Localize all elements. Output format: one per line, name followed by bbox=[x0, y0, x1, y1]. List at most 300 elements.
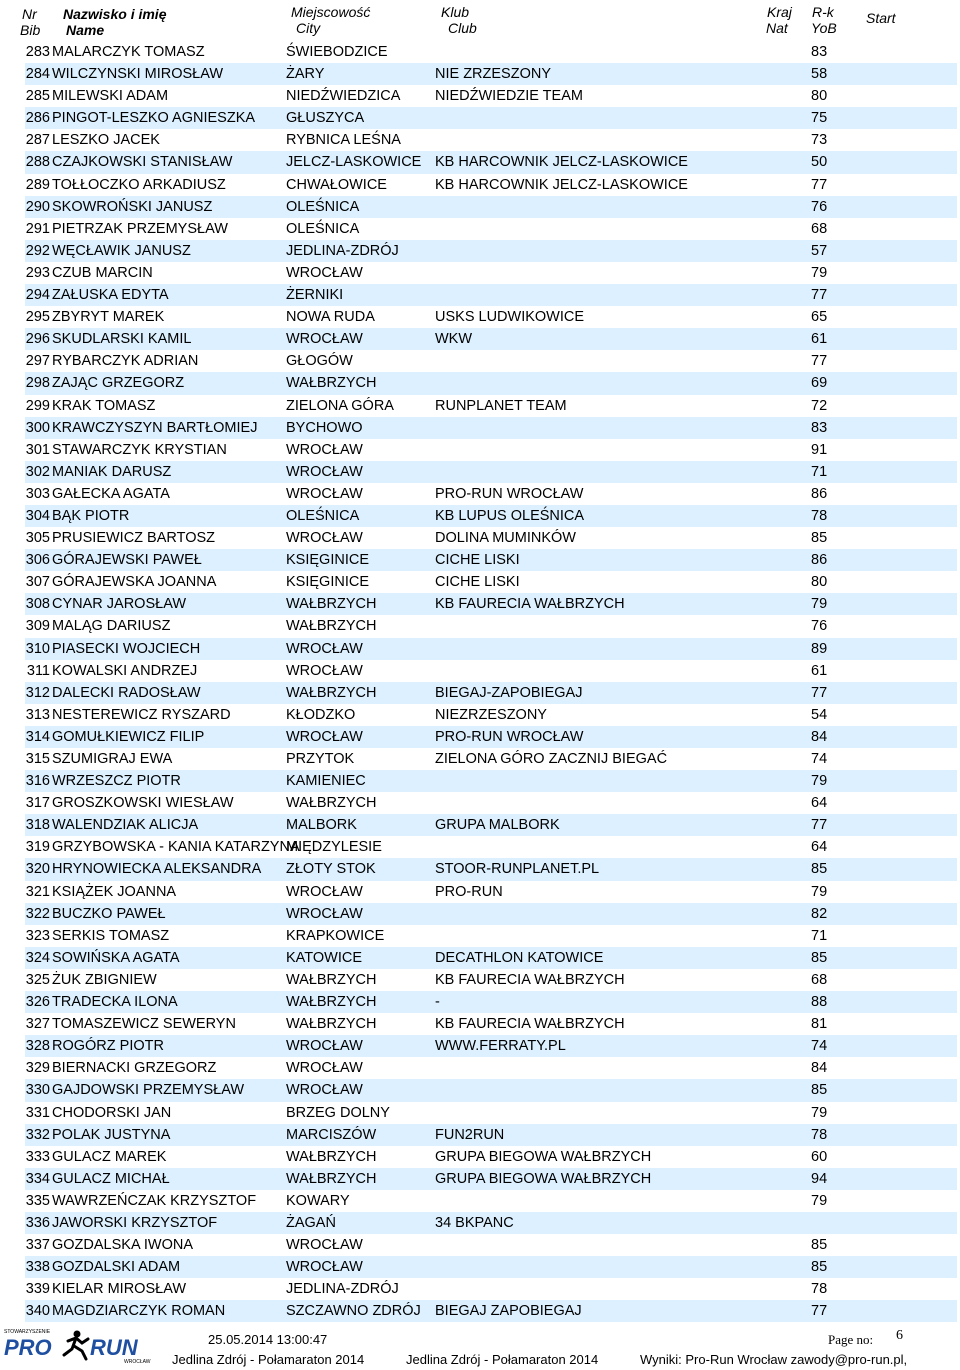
cell-name: SOWIŃSKA AGATA bbox=[52, 949, 180, 966]
cell-city: WROCŁAW bbox=[286, 1038, 363, 1055]
cell-city: ŻARY bbox=[286, 66, 325, 83]
header-yob-en: YoB bbox=[811, 20, 837, 36]
cell-city: KSIĘGINICE bbox=[286, 574, 369, 591]
cell-bib: 285 bbox=[25, 88, 50, 105]
cell-bib: 292 bbox=[25, 242, 50, 259]
table-row bbox=[25, 858, 957, 880]
cell-name: SKUDLARSKI KAMIL bbox=[52, 331, 192, 348]
cell-city: KAMIENIEC bbox=[286, 773, 366, 790]
table-row bbox=[25, 350, 957, 372]
cell-club: STOOR-RUNPLANET.PL bbox=[435, 861, 600, 878]
cell-bib: 323 bbox=[25, 927, 50, 944]
cell-bib: 302 bbox=[25, 463, 50, 480]
cell-yob: 68 bbox=[811, 220, 828, 237]
cell-city: JELCZ-LASKOWICE bbox=[286, 154, 422, 171]
cell-name: GAŁECKA AGATA bbox=[52, 485, 170, 502]
cell-name: STAWARCZYK KRYSTIAN bbox=[52, 441, 227, 458]
table-row bbox=[25, 770, 957, 792]
cell-yob: 84 bbox=[811, 1060, 828, 1077]
cell-city: CHWAŁOWICE bbox=[286, 176, 387, 193]
cell-city: WROCŁAW bbox=[286, 640, 363, 657]
cell-city: ZŁOTY STOK bbox=[286, 861, 376, 878]
cell-bib: 339 bbox=[25, 1281, 50, 1298]
cell-name: MANIAK DARUSZ bbox=[52, 463, 172, 480]
cell-name: HRYNOWIECKA ALEKSANDRA bbox=[52, 861, 262, 878]
cell-yob: 79 bbox=[811, 883, 828, 900]
table-row bbox=[25, 505, 957, 527]
cell-club: NIEDŹWIEDZIE TEAM bbox=[435, 88, 583, 105]
cell-name: SERKIS TOMASZ bbox=[52, 927, 170, 944]
cell-bib: 305 bbox=[25, 530, 50, 547]
cell-club: PRO-RUN WROCŁAW bbox=[435, 728, 584, 745]
cell-city: WROCŁAW bbox=[286, 1082, 363, 1099]
cell-city: GŁUSZYCA bbox=[286, 110, 365, 127]
cell-city: WAŁBRZYCH bbox=[286, 971, 377, 988]
cell-name: CYNAR JAROSŁAW bbox=[52, 596, 187, 613]
cell-bib: 329 bbox=[25, 1060, 50, 1077]
table-row bbox=[25, 1057, 957, 1079]
footer-event-2: Jedlina Zdrój - Połamaraton 2014 bbox=[406, 1352, 599, 1367]
cell-yob: 54 bbox=[811, 706, 828, 723]
cell-name: ROGÓRZ PIOTR bbox=[52, 1038, 164, 1055]
cell-bib: 312 bbox=[25, 684, 50, 701]
cell-yob: 61 bbox=[811, 662, 828, 679]
cell-name: GROSZKOWSKI WIESŁAW bbox=[52, 795, 234, 812]
cell-yob: 73 bbox=[811, 132, 828, 149]
table-row bbox=[25, 107, 957, 129]
cell-city: WROCŁAW bbox=[286, 905, 363, 922]
header-nr: Nr bbox=[22, 6, 37, 22]
cell-yob: 82 bbox=[811, 905, 828, 922]
table-row bbox=[25, 1278, 957, 1300]
cell-yob: 77 bbox=[811, 176, 828, 193]
cell-bib: 291 bbox=[25, 220, 50, 237]
table-row bbox=[25, 1035, 957, 1057]
table-row bbox=[25, 1234, 957, 1256]
cell-city: WROCŁAW bbox=[286, 463, 363, 480]
cell-bib: 334 bbox=[25, 1170, 50, 1187]
cell-bib: 330 bbox=[25, 1082, 50, 1099]
cell-bib: 314 bbox=[25, 728, 50, 745]
header-start: Start bbox=[866, 10, 896, 26]
cell-bib: 301 bbox=[25, 441, 50, 458]
cell-yob: 77 bbox=[811, 684, 828, 701]
table-row bbox=[25, 1146, 957, 1168]
cell-name: KIELAR MIROSŁAW bbox=[52, 1281, 187, 1298]
cell-city: JEDLINA-ZDRÓJ bbox=[286, 1281, 399, 1298]
cell-bib: 304 bbox=[25, 507, 50, 524]
cell-yob: 85 bbox=[811, 530, 828, 547]
cell-club: ZIELONA GÓRO ZACZNIJ BIEGAĆ bbox=[435, 751, 668, 767]
cell-name: WALENDZIAK ALICJA bbox=[52, 817, 199, 834]
cell-yob: 64 bbox=[811, 795, 828, 812]
cell-club: NIEZRZESZONY bbox=[435, 706, 547, 723]
table-row bbox=[25, 1168, 957, 1190]
cell-city: KATOWICE bbox=[286, 949, 362, 966]
cell-club: - bbox=[435, 994, 440, 1011]
table-row bbox=[25, 1256, 957, 1278]
table-row bbox=[25, 1102, 957, 1124]
cell-name: KOWALSKI ANDRZEJ bbox=[52, 662, 198, 679]
cell-yob: 94 bbox=[811, 1170, 828, 1187]
table-header bbox=[0, 0, 960, 42]
results-table bbox=[25, 41, 957, 1322]
cell-yob: 85 bbox=[811, 1259, 828, 1276]
cell-bib: 315 bbox=[25, 751, 50, 767]
cell-yob: 80 bbox=[811, 574, 828, 591]
cell-city: RYBNICA LEŚNA bbox=[286, 132, 401, 149]
cell-bib: 311 bbox=[26, 662, 50, 679]
table-row bbox=[25, 174, 957, 196]
table-row bbox=[25, 395, 957, 417]
cell-city: KOWARY bbox=[286, 1192, 350, 1209]
header-name-pl: Nazwisko i imię bbox=[63, 6, 167, 22]
table-row bbox=[25, 991, 957, 1013]
cell-bib: 290 bbox=[25, 198, 50, 215]
cell-city: WROCŁAW bbox=[286, 264, 363, 281]
cell-yob: 83 bbox=[811, 44, 828, 60]
cell-city: WROCŁAW bbox=[286, 1060, 363, 1077]
cell-yob: 91 bbox=[811, 441, 828, 458]
cell-club: GRUPA BIEGOWA WAŁBRZYCH bbox=[435, 1148, 652, 1165]
cell-name: MALĄG DARIUSZ bbox=[52, 618, 171, 635]
cell-name: BIERNACKI GRZEGORZ bbox=[52, 1060, 217, 1077]
table-row bbox=[25, 792, 957, 814]
cell-name: POLAK JUSTYNA bbox=[52, 1126, 171, 1143]
cell-bib: 310 bbox=[25, 640, 50, 657]
cell-city: WROCŁAW bbox=[286, 883, 363, 900]
cell-bib: 309 bbox=[25, 618, 50, 635]
table-row bbox=[25, 1079, 957, 1101]
cell-name: ZAJĄC GRZEGORZ bbox=[52, 375, 185, 392]
logo-pro-text: PRO bbox=[4, 1335, 52, 1360]
cell-city: WROCŁAW bbox=[286, 530, 363, 547]
cell-name: PRUSIEWICZ BARTOSZ bbox=[52, 530, 216, 547]
cell-city: GŁOGÓW bbox=[286, 353, 353, 370]
cell-city: WROCŁAW bbox=[286, 1237, 363, 1254]
cell-bib: 335 bbox=[25, 1192, 50, 1209]
table-row bbox=[25, 461, 957, 483]
cell-name: TOŁŁOCZKO ARKADIUSZ bbox=[52, 176, 226, 193]
cell-name: RYBARCZYK ADRIAN bbox=[52, 353, 199, 370]
cell-bib: 325 bbox=[25, 971, 50, 988]
cell-name: MAGDZIARCZYK ROMAN bbox=[52, 1303, 226, 1320]
footer-page-number: 6 bbox=[896, 1328, 903, 1343]
cell-yob: 78 bbox=[811, 1281, 828, 1298]
cell-bib: 299 bbox=[25, 397, 50, 414]
cell-yob: 65 bbox=[811, 309, 828, 326]
cell-yob: 64 bbox=[811, 839, 828, 856]
cell-yob: 76 bbox=[811, 618, 828, 635]
cell-club: KB HARCOWNIK JELCZ-LASKOWICE bbox=[435, 176, 688, 193]
cell-bib: 294 bbox=[25, 287, 50, 304]
table-row bbox=[25, 903, 957, 925]
cell-bib: 327 bbox=[25, 1016, 50, 1033]
cell-yob: 85 bbox=[811, 861, 828, 878]
cell-name: JAWORSKI KRZYSZTOF bbox=[52, 1214, 218, 1231]
page-footer bbox=[0, 1322, 960, 1369]
cell-name: GRZYBOWSKA - KANIA KATARZYNA bbox=[52, 839, 300, 856]
cell-city: SZCZAWNO ZDRÓJ bbox=[286, 1303, 421, 1320]
table-row bbox=[25, 660, 957, 682]
cell-bib: 340 bbox=[25, 1303, 50, 1320]
table-row bbox=[25, 306, 957, 328]
table-row bbox=[25, 240, 957, 262]
cell-club: DECATHLON KATOWICE bbox=[435, 949, 604, 966]
header-name-en: Name bbox=[66, 22, 105, 38]
cell-name: SKOWROŃSKI JANUSZ bbox=[52, 198, 213, 215]
cell-yob: 78 bbox=[811, 1126, 828, 1143]
cell-bib: 300 bbox=[25, 419, 50, 436]
table-row bbox=[25, 85, 957, 107]
cell-club: WKW bbox=[435, 331, 473, 348]
cell-name: DALECKI RADOSŁAW bbox=[52, 684, 201, 701]
header-nat-en: Nat bbox=[766, 20, 788, 36]
cell-name: LESZKO JACEK bbox=[52, 132, 160, 149]
table-row bbox=[25, 41, 957, 63]
table-row bbox=[25, 549, 957, 571]
cell-name: SZUMIGRAJ EWA bbox=[52, 751, 173, 767]
table-row bbox=[25, 284, 957, 306]
cell-name: GULACZ MICHAŁ bbox=[52, 1170, 170, 1187]
cell-club: RUNPLANET TEAM bbox=[435, 397, 567, 414]
cell-club: GRUPA MALBORK bbox=[435, 817, 560, 834]
cell-city: WAŁBRZYCH bbox=[286, 1170, 377, 1187]
table-row bbox=[25, 947, 957, 969]
cell-yob: 60 bbox=[811, 1148, 828, 1165]
cell-yob: 57 bbox=[811, 242, 828, 259]
table-row bbox=[25, 836, 957, 858]
table-row bbox=[25, 571, 957, 593]
footer-timestamp: 25.05.2014 13:00:47 bbox=[208, 1332, 328, 1347]
cell-name: ZBYRYT MAREK bbox=[52, 309, 165, 326]
table-row bbox=[25, 1212, 957, 1234]
cell-yob: 78 bbox=[811, 507, 828, 524]
cell-name: CZUB MARCIN bbox=[52, 264, 153, 281]
table-row bbox=[25, 638, 957, 660]
header-yob-pl: R-k bbox=[812, 4, 834, 20]
cell-city: JEDLINA-ZDRÓJ bbox=[286, 242, 399, 259]
cell-yob: 77 bbox=[811, 817, 828, 834]
cell-city: ŚWIEBODZICE bbox=[286, 44, 388, 60]
cell-bib: 293 bbox=[25, 264, 50, 281]
cell-club: PRO-RUN bbox=[435, 883, 503, 900]
cell-bib: 324 bbox=[25, 949, 50, 966]
cell-club: USKS LUDWIKOWICE bbox=[435, 309, 585, 326]
cell-city: NOWA RUDA bbox=[286, 309, 375, 326]
cell-bib: 337 bbox=[25, 1237, 50, 1254]
cell-name: GOZDALSKI ADAM bbox=[52, 1259, 181, 1276]
cell-yob: 83 bbox=[811, 419, 828, 436]
cell-bib: 320 bbox=[25, 861, 50, 878]
cell-bib: 317 bbox=[25, 795, 50, 812]
cell-name: WĘCŁAWIK JANUSZ bbox=[52, 242, 191, 259]
cell-city: WAŁBRZYCH bbox=[286, 795, 377, 812]
cell-yob: 81 bbox=[811, 1016, 828, 1033]
cell-city: OLEŚNICA bbox=[286, 220, 360, 237]
footer-event-1: Jedlina Zdrój - Połamaraton 2014 bbox=[172, 1352, 365, 1367]
cell-name: NESTEREWICZ RYSZARD bbox=[52, 706, 231, 723]
cell-city: WAŁBRZYCH bbox=[286, 1016, 377, 1033]
cell-bib: 321 bbox=[25, 883, 50, 900]
cell-club: BIEGAJ-ZAPOBIEGAJ bbox=[435, 684, 583, 701]
table-row bbox=[25, 1124, 957, 1146]
cell-name: PINGOT-LESZKO AGNIESZKA bbox=[52, 110, 256, 127]
header-city-pl: Miejscowość bbox=[291, 4, 371, 20]
table-row bbox=[25, 969, 957, 991]
cell-club: KB FAURECIA WAŁBRZYCH bbox=[435, 1016, 625, 1033]
cell-city: WROCŁAW bbox=[286, 728, 363, 745]
table-row bbox=[25, 328, 957, 350]
cell-name: PIASECKI WOJCIECH bbox=[52, 640, 201, 657]
cell-club: PRO-RUN WROCŁAW bbox=[435, 485, 584, 502]
cell-yob: 85 bbox=[811, 949, 828, 966]
cell-club: CICHE LISKI bbox=[435, 552, 520, 569]
cell-name: KRAK TOMASZ bbox=[52, 397, 156, 414]
cell-city: MARCISZÓW bbox=[286, 1126, 377, 1143]
table-row bbox=[25, 372, 957, 394]
cell-bib: 303 bbox=[25, 485, 50, 502]
cell-yob: 79 bbox=[811, 596, 828, 613]
cell-city: OLEŚNICA bbox=[286, 507, 360, 524]
cell-city: WAŁBRZYCH bbox=[286, 596, 377, 613]
cell-city: WROCŁAW bbox=[286, 662, 363, 679]
cell-yob: 72 bbox=[811, 397, 828, 414]
footer-page-label: Page no: bbox=[828, 1332, 874, 1347]
table-row bbox=[25, 682, 957, 704]
cell-name: GÓRAJEWSKI PAWEŁ bbox=[52, 552, 202, 569]
cell-name: MALARCZYK TOMASZ bbox=[52, 44, 205, 60]
cell-bib: 298 bbox=[25, 375, 50, 392]
cell-bib: 326 bbox=[25, 994, 50, 1011]
cell-city: WROCŁAW bbox=[286, 331, 363, 348]
cell-yob: 74 bbox=[811, 751, 828, 767]
header-city-en: City bbox=[296, 20, 321, 36]
table-row bbox=[25, 748, 957, 770]
cell-name: CHODORSKI JAN bbox=[52, 1104, 172, 1121]
cell-club: KB HARCOWNIK JELCZ-LASKOWICE bbox=[435, 154, 688, 171]
cell-bib: 297 bbox=[25, 353, 50, 370]
cell-bib: 307 bbox=[25, 574, 50, 591]
cell-club: CICHE LISKI bbox=[435, 574, 520, 591]
cell-club: WWW.FERRATY.PL bbox=[435, 1038, 566, 1055]
cell-bib: 287 bbox=[25, 132, 50, 149]
cell-yob: 84 bbox=[811, 728, 828, 745]
cell-yob: 79 bbox=[811, 773, 828, 790]
cell-bib: 286 bbox=[25, 110, 50, 127]
cell-club: KB FAURECIA WAŁBRZYCH bbox=[435, 971, 625, 988]
cell-club: FUN2RUN bbox=[435, 1126, 505, 1143]
cell-name: WAWRZEŃCZAK KRZYSZTOF bbox=[52, 1192, 257, 1209]
cell-city: BRZEG DOLNY bbox=[286, 1104, 390, 1121]
cell-club: GRUPA BIEGOWA WAŁBRZYCH bbox=[435, 1170, 652, 1187]
header-club-pl: Klub bbox=[441, 4, 470, 20]
footer-results: Wyniki: Pro-Run Wrocław zawody@pro-run.pl, bbox=[640, 1352, 908, 1367]
table-row bbox=[25, 417, 957, 439]
table-row bbox=[25, 262, 957, 284]
cell-yob: 79 bbox=[811, 1104, 828, 1121]
cell-name: GOZDALSKA IWONA bbox=[52, 1237, 193, 1254]
table-row bbox=[25, 151, 957, 173]
cell-yob: 68 bbox=[811, 971, 828, 988]
table-row bbox=[25, 129, 957, 151]
cell-bib: 288 bbox=[25, 154, 50, 171]
cell-yob: 79 bbox=[811, 264, 828, 281]
cell-yob: 86 bbox=[811, 552, 828, 569]
cell-name: ŻUK ZBIGNIEW bbox=[52, 971, 157, 988]
cell-yob: 71 bbox=[811, 463, 828, 480]
table-row bbox=[25, 218, 957, 240]
cell-name: PIETRZAK PRZEMYSŁAW bbox=[52, 220, 228, 237]
cell-yob: 88 bbox=[811, 994, 828, 1011]
cell-bib: 283 bbox=[25, 44, 50, 60]
cell-bib: 284 bbox=[25, 66, 50, 83]
cell-yob: 77 bbox=[811, 287, 828, 304]
cell-yob: 76 bbox=[811, 198, 828, 215]
cell-bib: 319 bbox=[25, 839, 50, 856]
table-row bbox=[25, 726, 957, 748]
cell-name: WILCZYNSKI MIROSŁAW bbox=[52, 66, 224, 83]
cell-city: KRAPKOWICE bbox=[286, 927, 385, 944]
cell-name: BUCZKO PAWEŁ bbox=[52, 905, 166, 922]
cell-city: WAŁBRZYCH bbox=[286, 375, 377, 392]
table-row bbox=[25, 196, 957, 218]
cell-city: KSIĘGINICE bbox=[286, 552, 369, 569]
cell-name: WRZESZCZ PIOTR bbox=[52, 773, 181, 790]
logo-small-text: STOWARZYSZENIE bbox=[4, 1329, 51, 1335]
table-row bbox=[25, 1190, 957, 1212]
logo-city-text: WROCŁAW bbox=[124, 1359, 151, 1365]
cell-bib: 306 bbox=[25, 552, 50, 569]
cell-bib: 289 bbox=[25, 176, 50, 193]
cell-name: TRADECKA ILONA bbox=[52, 994, 178, 1011]
table-row bbox=[25, 881, 957, 903]
cell-yob: 80 bbox=[811, 88, 828, 105]
cell-city: ŻAGAŃ bbox=[286, 1214, 336, 1231]
table-row bbox=[25, 1013, 957, 1035]
cell-name: GÓRAJEWSKA JOANNA bbox=[52, 574, 217, 591]
cell-bib: 336 bbox=[25, 1214, 50, 1231]
cell-name: MILEWSKI ADAM bbox=[52, 88, 169, 105]
cell-yob: 58 bbox=[811, 66, 828, 83]
header-bib: Bib bbox=[20, 22, 41, 38]
cell-name: TOMASZEWICZ SEWERYN bbox=[52, 1016, 236, 1033]
cell-yob: 69 bbox=[811, 375, 828, 392]
cell-city: PRZYTOK bbox=[286, 751, 355, 767]
cell-bib: 318 bbox=[25, 817, 50, 834]
cell-city: WAŁBRZYCH bbox=[286, 618, 377, 635]
cell-city: WAŁBRZYCH bbox=[286, 1148, 377, 1165]
table-row bbox=[25, 63, 957, 85]
table-row bbox=[25, 615, 957, 637]
table-row bbox=[25, 483, 957, 505]
cell-name: ZAŁUSKA EDYTA bbox=[52, 287, 169, 304]
cell-city: MALBORK bbox=[286, 817, 357, 834]
cell-city: NIEDŹWIEDZICA bbox=[286, 88, 401, 105]
cell-bib: 308 bbox=[25, 596, 50, 613]
cell-club: NIE ZRZESZONY bbox=[435, 66, 552, 83]
table-row bbox=[25, 925, 957, 947]
cell-yob: 77 bbox=[811, 1303, 828, 1320]
cell-city: WROCŁAW bbox=[286, 441, 363, 458]
cell-bib: 316 bbox=[25, 773, 50, 790]
cell-yob: 89 bbox=[811, 640, 828, 657]
cell-yob: 77 bbox=[811, 353, 828, 370]
cell-bib: 322 bbox=[25, 905, 50, 922]
cell-yob: 61 bbox=[811, 331, 828, 348]
table-row bbox=[25, 704, 957, 726]
header-club-en: Club bbox=[448, 20, 477, 36]
